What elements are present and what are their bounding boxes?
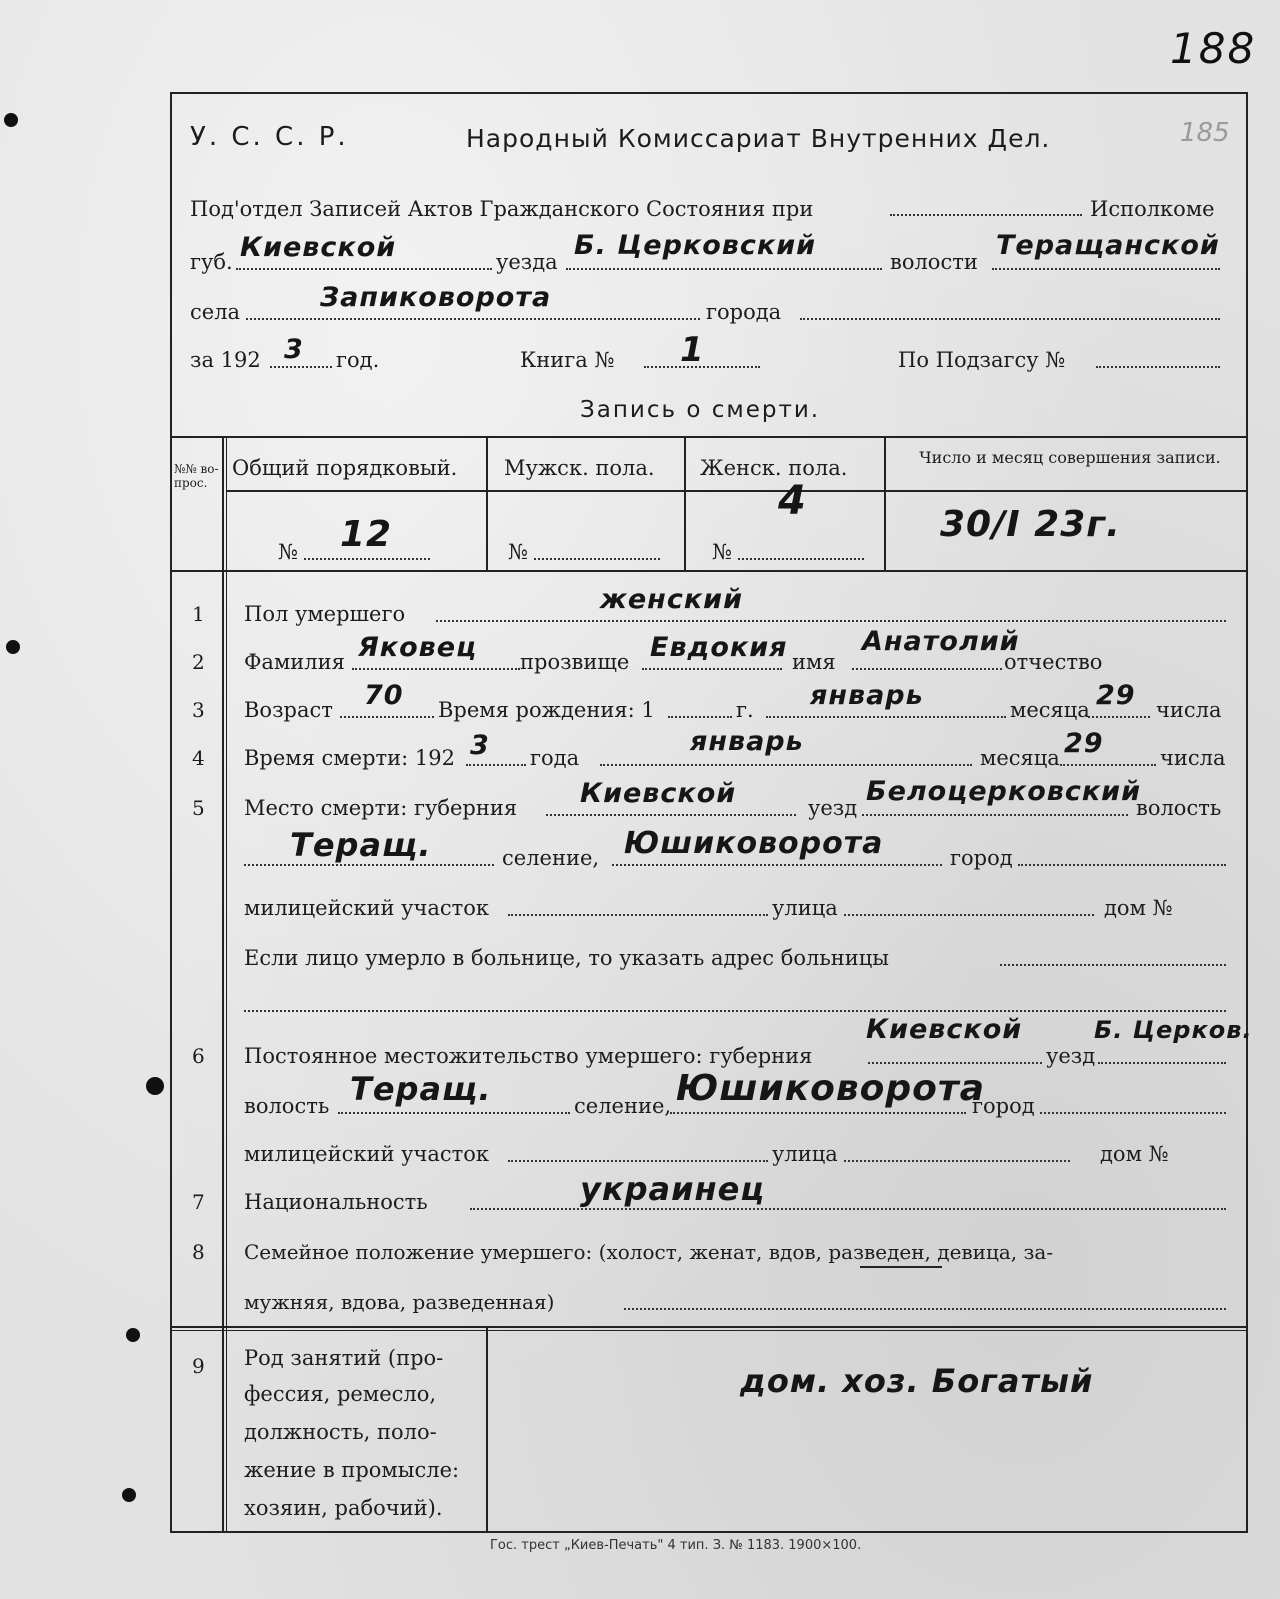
death-year-label: года <box>530 746 580 770</box>
year-label-suffix: год. <box>336 348 380 372</box>
republic-title: У. С. С. Р. <box>190 122 349 152</box>
occupation-value: дом. хоз. Богатый <box>740 1362 1094 1400</box>
dotted-line <box>844 914 1094 916</box>
dotted-line <box>1098 1062 1226 1064</box>
dotted-line <box>868 1062 1042 1064</box>
dotted-line <box>534 558 660 560</box>
col-divider <box>884 436 886 570</box>
general-value: 12 <box>340 514 393 555</box>
death-house-label: дом № <box>1104 896 1173 920</box>
dotted-line <box>436 620 1226 622</box>
residence-label: Постоянное местожительство умершего: губерния <box>244 1044 813 1068</box>
dotted-line <box>340 716 434 718</box>
residence-uezd-value: Б. Церков. <box>1094 1016 1253 1044</box>
gub-label: губ. <box>190 250 233 274</box>
question-number: 2 <box>192 650 205 674</box>
dotted-line <box>1018 864 1226 866</box>
punch-hole <box>122 1488 136 1502</box>
death-militia-label: милицейский участок <box>244 896 490 920</box>
table-head-divider <box>226 490 1248 492</box>
commissariat-title: Народный Комиссариат Внутренних Дел. <box>466 124 1051 153</box>
residence-house-label: дом № <box>1100 1142 1169 1166</box>
nationality-label: Национальность <box>244 1190 428 1214</box>
hospital-label: Если лицо умерло в больнице, то указать адрес больницы <box>244 946 889 970</box>
birth-year-label: г. <box>736 698 754 722</box>
sex-label: Пол умершего <box>244 602 406 626</box>
year-label-prefix: за 192 <box>190 348 261 372</box>
sex-value: женский <box>600 584 744 615</box>
record-title: Запись о смерти. <box>580 397 821 423</box>
residence-selenie-value: Юшиковорота <box>676 1068 986 1109</box>
section-divider <box>170 1330 1248 1331</box>
table-top-border <box>170 436 1248 438</box>
dotted-line <box>304 558 430 560</box>
col-divider <box>222 436 224 1532</box>
gorod-label: города <box>706 300 782 324</box>
section-divider <box>170 1326 1248 1328</box>
patronymic-label: отчество <box>1004 650 1103 674</box>
residence-gub-value: Киевской <box>866 1014 1023 1045</box>
death-day-label: числа <box>1160 746 1226 770</box>
question-number: 5 <box>192 796 205 820</box>
dotted-line <box>566 268 882 270</box>
dotted-line <box>1096 366 1220 368</box>
question-number: 8 <box>192 1240 205 1264</box>
death-uezd-label: уезд <box>808 796 858 820</box>
subdept-label: Под'отдел Записей Актов Гражданского Состояния при <box>190 197 814 221</box>
birth-day-label: числа <box>1156 698 1222 722</box>
residence-militia-label: милицейский участок <box>244 1142 490 1166</box>
punch-hole <box>6 640 20 654</box>
death-time-label: Время смерти: 192 <box>244 746 455 770</box>
marital-label-line2: мужняя, вдова, разведенная) <box>244 1290 555 1314</box>
uezd-value: Б. Церковский <box>574 230 817 261</box>
death-gorod-label: город <box>950 846 1013 870</box>
residence-street-label: улица <box>772 1142 838 1166</box>
death-place-label: Место смерти: губерния <box>244 796 518 820</box>
dotted-line <box>766 716 1006 718</box>
birth-day-value: 29 <box>1096 680 1136 711</box>
occupation-label: фессия, ремесло, <box>244 1382 437 1406</box>
question-number: 1 <box>192 602 205 626</box>
question-number: 7 <box>192 1190 205 1214</box>
date-value: 30/I 23г. <box>940 504 1121 545</box>
marital-label-line1: Семейное положение умершего: (холост, женат, вдов, разведен, девица, за- <box>244 1240 1054 1264</box>
book-label: Книга № <box>520 348 615 372</box>
col-divider <box>486 436 488 570</box>
dotted-line <box>508 914 768 916</box>
marital-underline <box>860 1266 942 1268</box>
dotted-line <box>668 716 732 718</box>
death-day-value: 29 <box>1064 728 1104 759</box>
dotted-line <box>992 268 1220 270</box>
dotted-line <box>466 764 526 766</box>
dotted-line <box>670 1112 966 1114</box>
punch-hole <box>146 1077 164 1095</box>
occupation-label: хозяин, рабочий). <box>244 1496 443 1520</box>
dotted-line <box>1000 964 1226 966</box>
book-value: 1 <box>680 330 705 370</box>
dotted-line <box>338 1112 570 1114</box>
death-gub-value: Киевской <box>580 778 737 809</box>
birth-month-label: месяца <box>1010 698 1090 722</box>
occupation-label: жение в промысле: <box>244 1458 460 1482</box>
col-male-header: Мужск. пола. <box>504 456 655 480</box>
residence-uezd-label: уезд <box>1046 1044 1096 1068</box>
death-volost-value: Теращ. <box>290 826 432 864</box>
residence-volost-value: Теращ. <box>350 1070 492 1108</box>
first-name-label: имя <box>792 650 836 674</box>
dotted-line <box>270 366 332 368</box>
dotted-line <box>508 1160 768 1162</box>
dotted-line <box>852 668 1002 670</box>
surname-label: Фамилия <box>244 650 345 674</box>
dotted-line <box>1040 1112 1226 1114</box>
dotted-line <box>246 318 700 320</box>
death-month-value: январь <box>690 726 804 757</box>
question-number: 9 <box>192 1354 205 1378</box>
general-no-label: № <box>278 540 298 564</box>
dotted-line <box>470 1208 1226 1210</box>
selo-value: Запиковорота <box>320 282 552 313</box>
dotted-line <box>890 214 1082 216</box>
birth-month-value: январь <box>810 680 924 711</box>
col-date-header: Число и месяц совершения записи. <box>919 448 1221 467</box>
death-selenie-label: селение, <box>502 846 600 870</box>
dotted-line <box>546 814 796 816</box>
residence-gorod-label: город <box>972 1094 1035 1118</box>
col-divider <box>226 436 227 1532</box>
age-value: 70 <box>364 680 404 711</box>
dotted-line <box>1060 764 1156 766</box>
dotted-line <box>244 1010 1226 1012</box>
dotted-line <box>352 668 520 670</box>
dotted-line <box>800 318 1220 320</box>
dotted-line <box>624 1308 1226 1310</box>
dotted-line <box>642 668 782 670</box>
dotted-line <box>236 268 492 270</box>
dotted-line <box>612 864 942 866</box>
residence-volost-label: волость <box>244 1094 330 1118</box>
col-divider <box>486 1328 488 1532</box>
birth-label: Время рождения: 1 <box>438 698 655 722</box>
question-number: 6 <box>192 1044 205 1068</box>
dotted-line <box>862 814 1128 816</box>
volost-value: Теращанской <box>996 230 1220 261</box>
death-uezd-value: Белоцерковский <box>866 776 1141 807</box>
executive-label: Исполкоме <box>1090 197 1215 221</box>
col-divider <box>684 436 686 570</box>
punch-hole <box>4 113 18 127</box>
gub-value: Киевской <box>240 232 397 263</box>
col-general-header: Общий порядковый. <box>232 456 458 480</box>
dotted-line <box>738 558 864 560</box>
occupation-label: Род занятий (про- <box>244 1346 444 1370</box>
dotted-line <box>244 864 494 866</box>
occupation-label: должность, поло- <box>244 1420 437 1444</box>
page-number: 188 <box>1170 24 1257 73</box>
nickname-value: Евдокия <box>650 632 788 663</box>
selo-label: села <box>190 300 241 324</box>
punch-hole <box>126 1328 140 1342</box>
table-head-bottom <box>170 570 1248 572</box>
printer-imprint: Гос. трест „Киев-Печать" 4 тип. З. № 1183. 1900×100. <box>490 1538 862 1553</box>
death-month-label: месяца <box>980 746 1060 770</box>
faded-page-number: 185 <box>1180 118 1230 148</box>
male-no-label: № <box>508 540 528 564</box>
col-q-header: №№ во-прос. <box>174 462 219 490</box>
dotted-line <box>600 764 972 766</box>
residence-selenie-label: селение, <box>574 1094 672 1118</box>
first-name-value: Анатолий <box>862 626 1020 657</box>
subzags-label: По Подзагсу № <box>898 348 1066 372</box>
death-selenie-value: Юшиковорота <box>624 826 884 861</box>
question-number: 4 <box>192 746 205 770</box>
year-value: 3 <box>284 334 304 365</box>
uezd-label: уезда <box>496 250 558 274</box>
nationality-value: украинец <box>580 1170 766 1208</box>
death-volost-label: волость <box>1136 796 1222 820</box>
female-no-label: № <box>712 540 732 564</box>
dotted-line <box>844 1160 1070 1162</box>
col-female-header: Женск. пола. <box>700 456 848 480</box>
death-year-value: 3 <box>470 730 490 761</box>
death-street-label: улица <box>772 896 838 920</box>
volost-label: волости <box>890 250 978 274</box>
nickname-label: прозвище <box>520 650 630 674</box>
surname-value: Яковец <box>358 632 478 663</box>
question-number: 3 <box>192 698 205 722</box>
age-label: Возраст <box>244 698 333 722</box>
female-value: 4 <box>778 478 807 524</box>
dotted-line <box>1088 716 1150 718</box>
